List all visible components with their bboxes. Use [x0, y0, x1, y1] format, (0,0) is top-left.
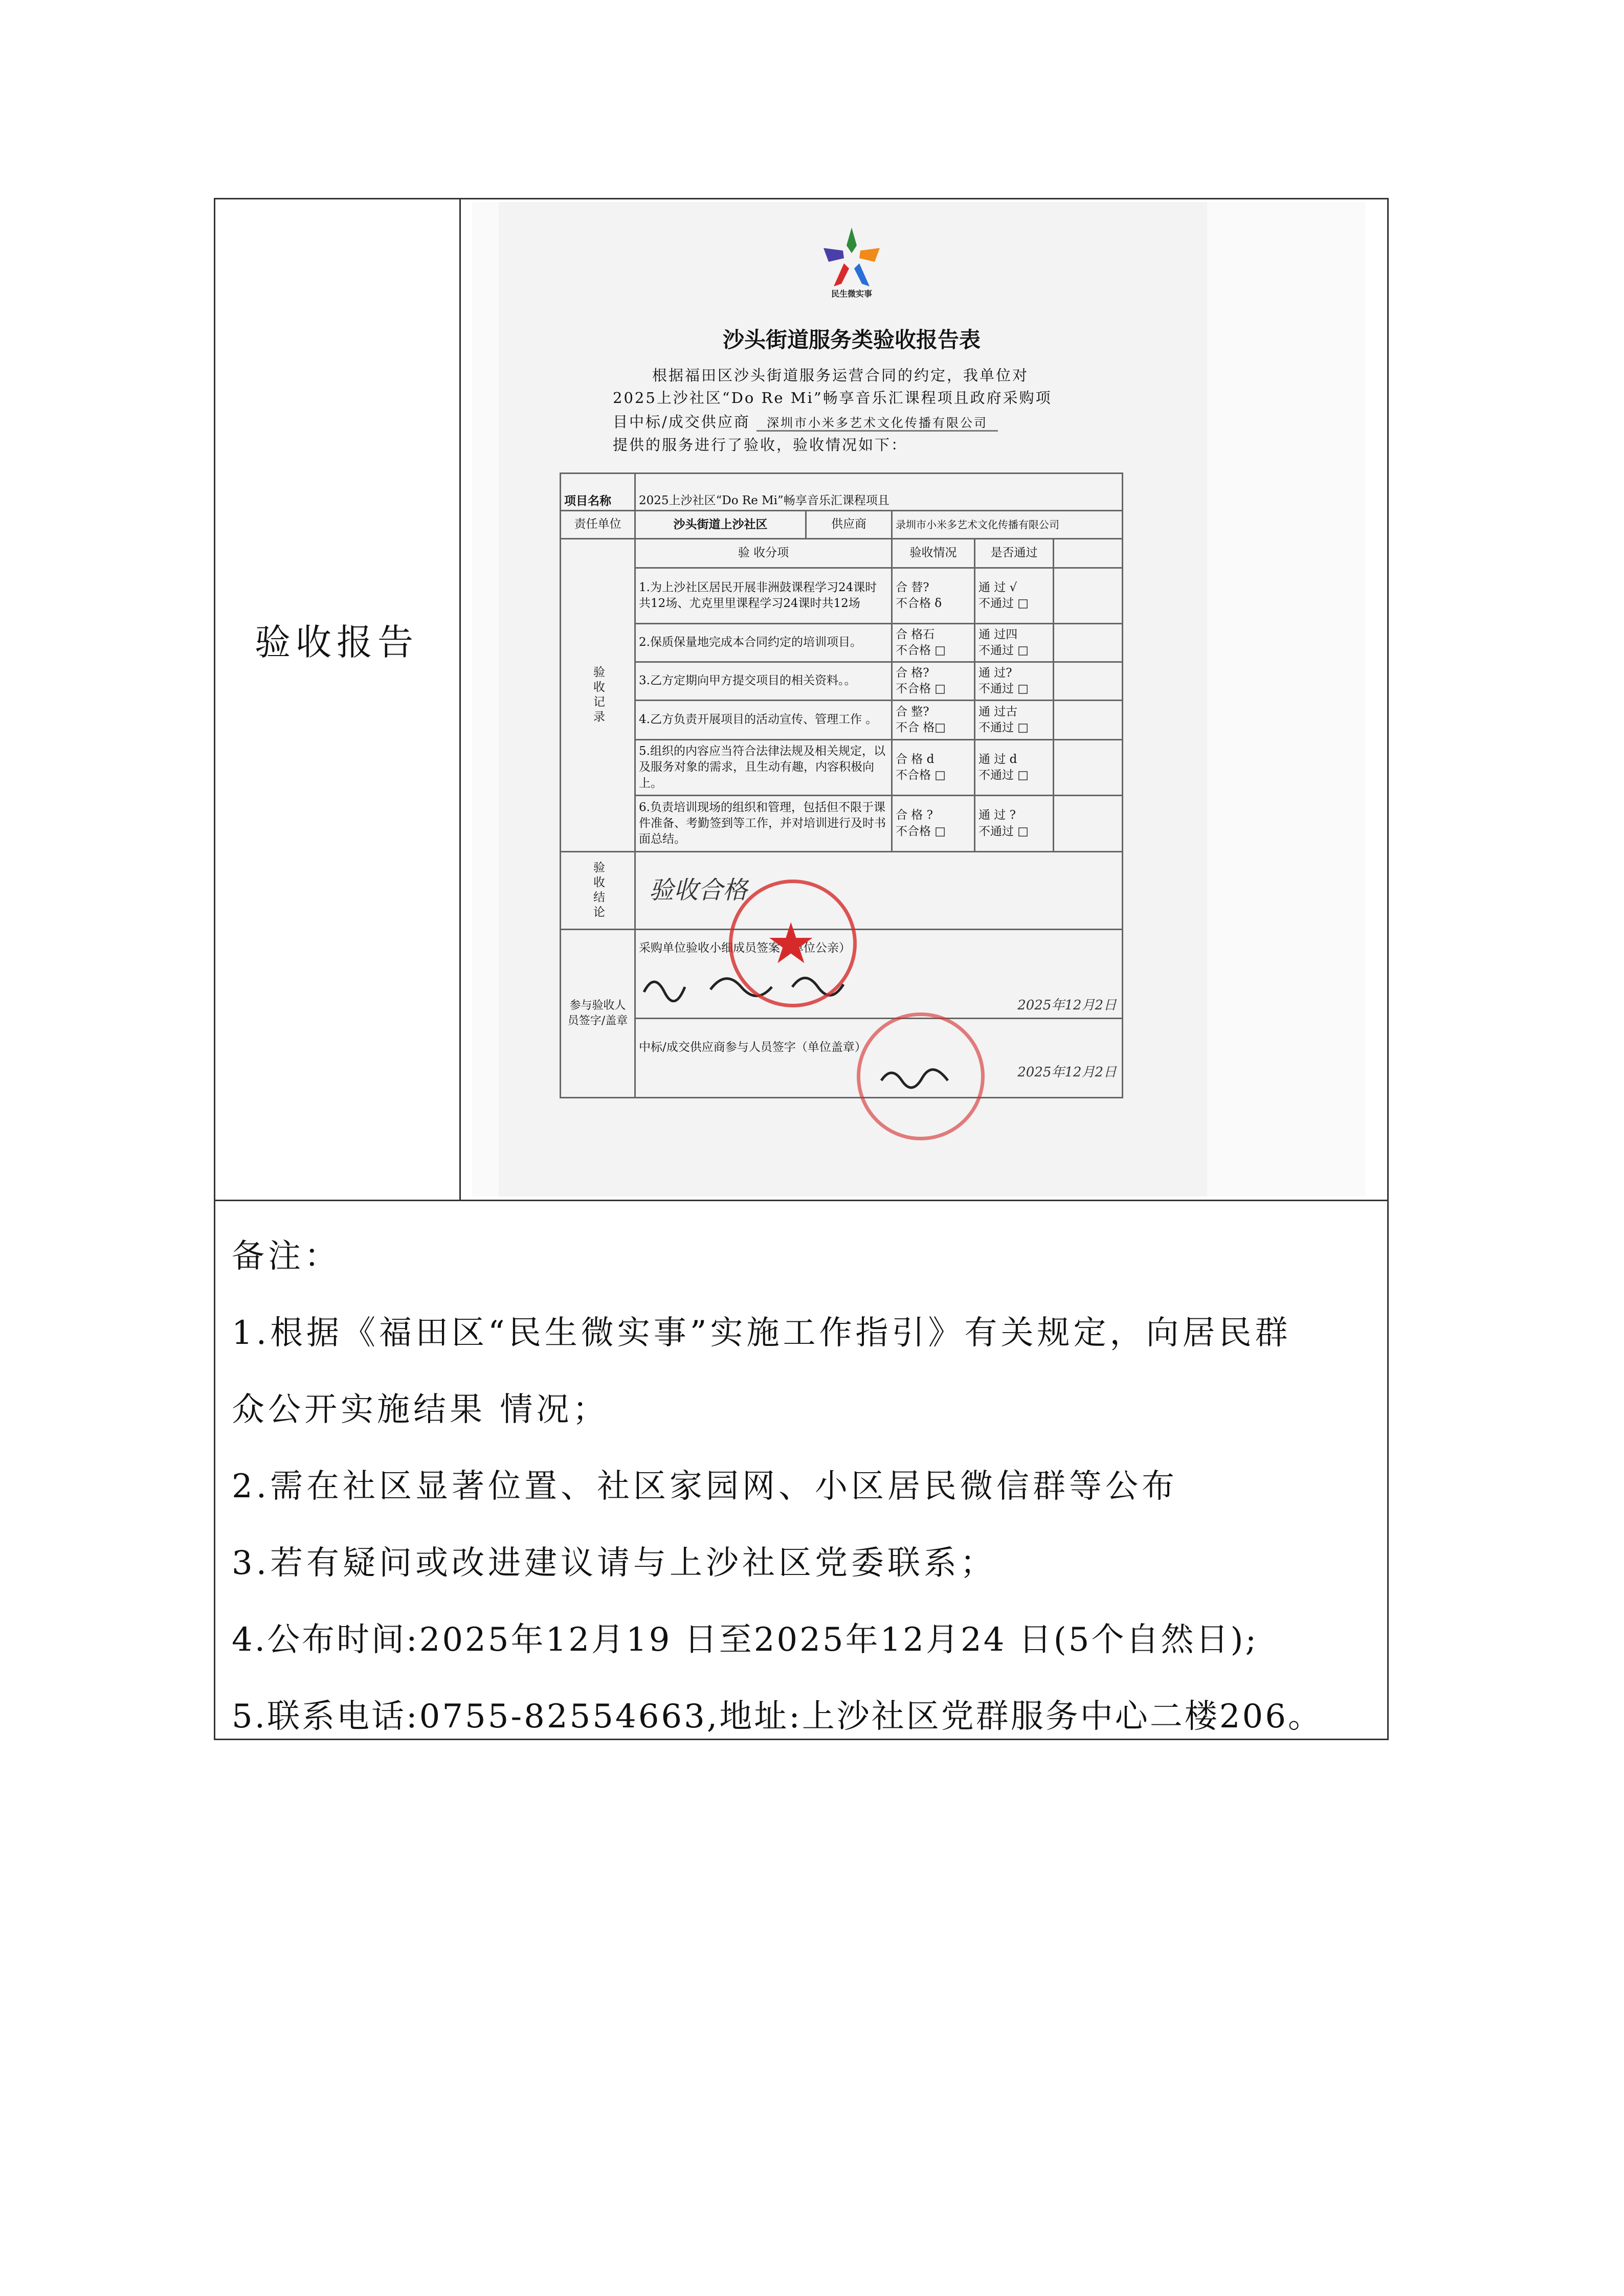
header-pass: 是否通过	[975, 539, 1054, 568]
item-text: 1.为上沙社区居民开展非洲鼓课程学习24课时共12场、尤克里里课程学习24课时共12场	[635, 568, 892, 624]
status-ng: 不合格 δ	[896, 597, 942, 610]
pass: 通 过古	[978, 705, 1018, 718]
item-text: 6.负责培训现场的组织和管理，包括但不限于课件准备、考勤签到等工作，并对培训进行及时书面总结。	[635, 796, 892, 852]
supplier-value: 录圳市小米多艺术文化传播有限公司	[892, 511, 1123, 539]
item-text: 4.乙方负责开展项目的活动宣传、管理工作 。	[635, 701, 892, 740]
table-row	[561, 796, 1123, 852]
table-row	[561, 701, 1123, 740]
status-ok: 合 格?	[896, 666, 929, 680]
pass: 通 过 d	[978, 752, 1017, 766]
logo	[818, 225, 885, 304]
report-title: 沙头街道服务类验收报告表	[722, 327, 981, 352]
verdict-label: 验收结论	[591, 861, 605, 920]
acceptance-table	[560, 472, 1123, 1098]
status-ok: 合 格 d	[896, 752, 935, 766]
table-row	[561, 624, 1123, 662]
star-logo-icon	[818, 225, 885, 302]
buyer-date: 2025年12月2日	[1017, 997, 1117, 1013]
stamp-star-icon: ★	[766, 911, 816, 976]
status-ng: 不合格 □	[896, 824, 946, 838]
fail: 不通过 □	[978, 721, 1029, 734]
status-ng: 不合格 □	[896, 682, 946, 695]
header-status: 验收情况	[892, 539, 975, 568]
table-row	[561, 740, 1123, 796]
supplier-prefix: 目中标/成交供应商	[613, 413, 750, 431]
status-ok: 合 整?	[896, 705, 929, 718]
item-text: 2.保质保量地完成本合同约定的培训项目。	[635, 624, 892, 662]
record-label: 验收记录	[591, 665, 605, 725]
pass: 通 过 √	[978, 580, 1017, 594]
buyer-sign-label: 采购单位验收小细成员签案了单位公亲）	[639, 941, 851, 955]
fail: 不通过 □	[978, 644, 1029, 657]
fail: 不通过 □	[978, 597, 1029, 610]
fail: 不通过 □	[978, 824, 1029, 838]
status-ng: 不合格 □	[896, 644, 946, 657]
table-row	[561, 662, 1123, 701]
unit-value: 沙头街道上沙社区	[635, 511, 806, 539]
header-item: 验 收分项	[635, 539, 892, 568]
sign-label: 参与验收人员签字/盖章	[561, 930, 635, 1098]
status-ok: 合 替?	[896, 580, 929, 594]
report-paragraph	[613, 411, 998, 432]
vendor-date: 2025年12月2日	[1017, 1064, 1117, 1080]
supplier-name: 深圳市小米多艺术文化传播有限公司	[757, 416, 998, 432]
note-line: 众公开实施结果 情况；	[232, 1391, 609, 1429]
pass: 通 过?	[978, 666, 1012, 680]
column-divider	[459, 198, 461, 1200]
status-ng: 不合 格□	[896, 721, 946, 734]
verdict-handwriting: 验收合格	[649, 876, 748, 905]
report-paragraph: 提供的服务进行了验收，验收情况如下：	[613, 436, 908, 454]
note-line: 3.若有疑问或改进建议请与上沙社区党委联系；	[232, 1544, 997, 1582]
project-label: 项目名称	[561, 474, 635, 511]
row-label: 验收报告	[255, 621, 418, 663]
status-ok: 合 格石	[896, 627, 935, 641]
note-line: 4.公布时间:2025年12月19 日至2025年12月24 日(5个自然日);	[232, 1621, 1259, 1659]
report-paragraph: 根据福田区沙头街道服务运营合同的约定，我单位对	[652, 367, 1029, 384]
fail: 不通过 □	[978, 682, 1029, 695]
report-paragraph: 2025上沙社区“Do Re Mi”畅享音乐汇课程项且政府采购项	[613, 389, 1052, 407]
row-divider	[214, 1200, 1389, 1201]
note-line: 1.根据《福田区“民生微实事”实施工作指引》有关规定，向居民群	[232, 1314, 1292, 1352]
unit-label: 责任单位	[561, 511, 635, 539]
notes-title: 备注：	[232, 1237, 341, 1275]
note-line: 5.联系电话:0755-82554663,地址:上沙社区党群服务中心二楼206。	[232, 1698, 1323, 1736]
note-line: 2.需在社区显著位置、社区家园网、小区居民微信群等公布	[232, 1468, 1178, 1505]
status-ng: 不合格 □	[896, 769, 946, 782]
pass: 通 过四	[978, 627, 1018, 641]
logo-text: 民生微实事	[831, 289, 873, 299]
fail: 不通过 □	[978, 769, 1029, 782]
pass: 通 过 ?	[978, 808, 1016, 822]
status-ok: 合 格 ?	[896, 808, 933, 822]
item-text: 3.乙方定期向甲方提交项目的相关资料。。	[635, 662, 892, 701]
item-text: 5.组织的内容应当符合法律法规及相关规定，以及服务对象的需求，且生动有趣，内容积极向上。	[635, 740, 892, 796]
supplier-label: 供应商	[806, 511, 892, 539]
project-value: 2025上沙社区“Do Re Mi”畅享音乐汇课程项且	[635, 474, 1123, 511]
supplier-stamp	[857, 1012, 985, 1140]
vendor-sign-label: 中标/成交供应商参与人员签字（单位盖章）	[639, 1041, 866, 1054]
table-row	[561, 568, 1123, 624]
